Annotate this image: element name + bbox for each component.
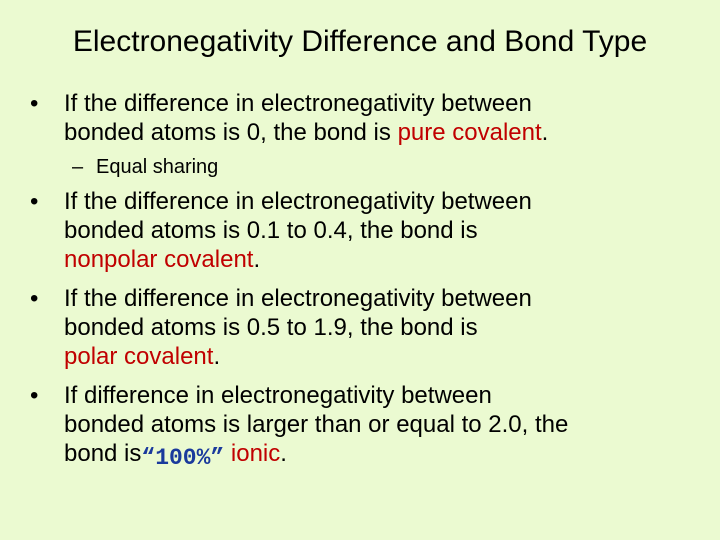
bullet-line: bond is“100%” ionic.: [64, 440, 287, 471]
bullet-line: If the difference in electronegativity between: [64, 188, 532, 215]
bullet-line: If difference in electronegativity between: [64, 382, 492, 409]
highlight-term: ionic: [224, 440, 281, 467]
bullet-line: polar covalent.: [64, 343, 221, 370]
sub-bullet-marker: –: [72, 156, 84, 178]
bullet-line: If the difference in electronegativity between: [64, 90, 532, 117]
bullet-marker: •: [30, 90, 39, 117]
bullet-marker: •: [30, 188, 39, 215]
bullet-line: If the difference in electronegativity between: [64, 285, 532, 312]
bullet-marker: •: [30, 382, 39, 409]
percent-label: “100%”: [141, 445, 225, 471]
sub-bullet-text: Equal sharing: [96, 156, 219, 178]
bullet-marker: •: [30, 285, 39, 312]
bullet-line: bonded atoms is 0.1 to 0.4, the bond is: [64, 217, 478, 244]
bullet-line: bonded atoms is 0.5 to 1.9, the bond is: [64, 314, 478, 341]
highlight-term: nonpolar covalent: [64, 246, 254, 273]
highlight-term: polar covalent: [64, 343, 214, 370]
bullet-line: nonpolar covalent.: [64, 246, 261, 273]
slide-title: Electronegativity Difference and Bond Type: [72, 25, 648, 58]
highlight-term: pure covalent: [397, 119, 542, 146]
bullet-line: bonded atoms is 0, the bond is pure covalent.: [64, 119, 549, 146]
bullet-line: bonded atoms is larger than or equal to 2.0, the: [64, 411, 569, 438]
